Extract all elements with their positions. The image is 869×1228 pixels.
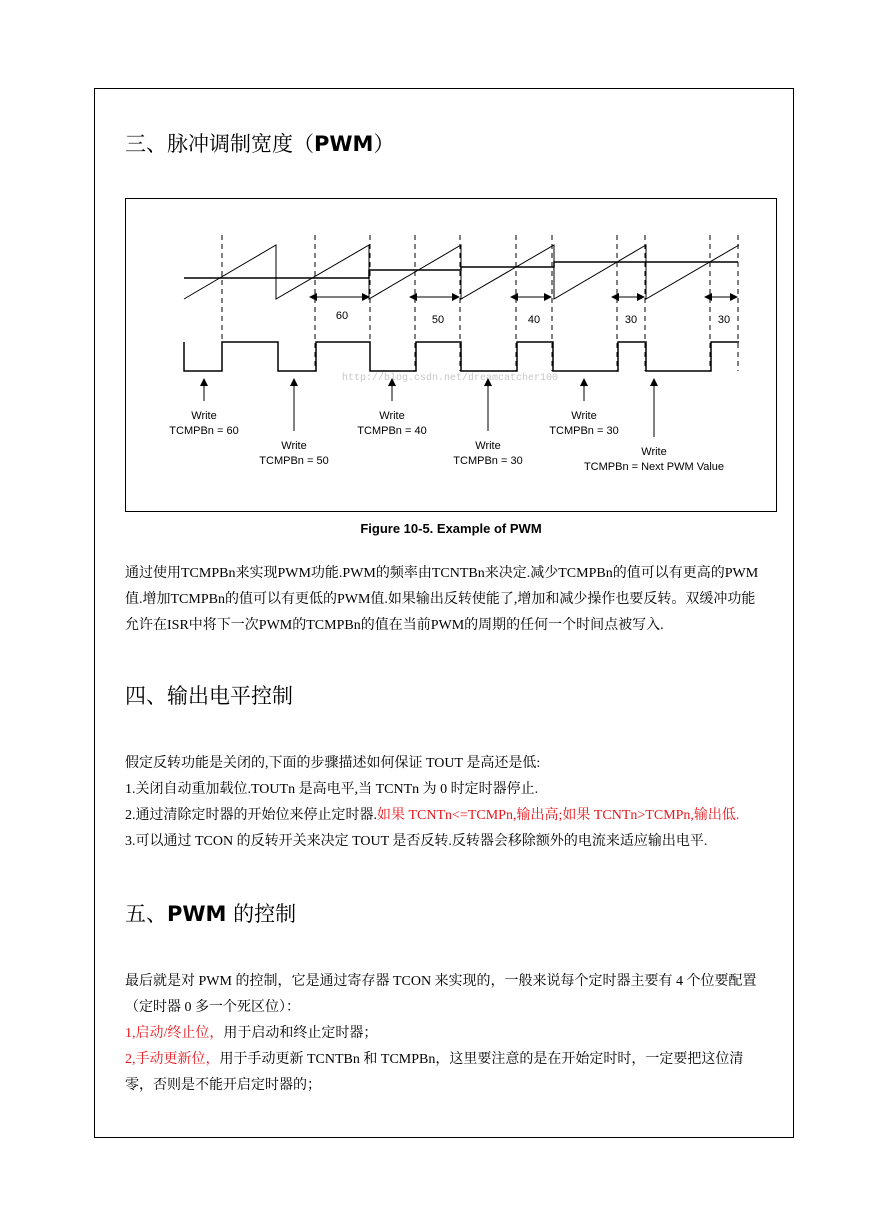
interval-label-30a: 30	[624, 314, 638, 326]
interval-label-60: 60	[335, 310, 349, 322]
write-label-6-line2: TCMPBn = Next PWM Value	[583, 461, 725, 473]
pwm-figure	[125, 198, 777, 512]
interval-label-50: 50	[431, 314, 445, 326]
figure-caption: Figure 10-5. Example of PWM	[360, 521, 542, 536]
watermark: http://blog.csdn.net/dreamcatcher100	[342, 373, 559, 384]
section5-heading: 五、PWM 的控制	[125, 902, 297, 926]
interval-label-40: 40	[527, 314, 541, 326]
section4-step1: 1.关闭自动重加载位.TOUTn 是高电平,当 TCNTn 为 0 时定时器停止.	[125, 782, 539, 797]
interval-label-30b: 30	[717, 314, 731, 326]
section5-item2: 2,手动更新位，用于手动更新 TCNTBn 和 TCMPBn，这里要注意的是在开始定时时，一定要把这位清零，否则是不能开启定时器的；	[125, 1052, 744, 1093]
section4-step3: 3.可以通过 TCON 的反转开关来决定 TOUT 是否反转.反转器会移除额外的电流来适应输出电平.	[125, 834, 708, 849]
pwm-timing-diagram	[126, 199, 776, 511]
write-label-3-line2: TCMPBn = 40	[357, 425, 427, 437]
section3-heading: 三、脉冲调制宽度（PWM）	[125, 132, 395, 156]
write-label-4-line1: Write	[475, 440, 501, 452]
write-label-3-line1: Write	[379, 410, 405, 422]
section5-body	[125, 969, 765, 1099]
section4-intro: 假定反转功能是关闭的,下面的步骤描述如何保证 TOUT 是高还是低:	[125, 756, 541, 771]
section4-heading: 四、输出电平控制	[125, 684, 293, 708]
write-label-1-line2: TCMPBn = 60	[169, 425, 239, 437]
section5-intro: 最后就是对 PWM 的控制，它是通过寄存器 TCON 来实现的，一般来说每个定时器主要有 4 个位要配置（定时器 0 多一个死区位）：	[125, 974, 757, 1015]
write-label-1-line1: Write	[191, 410, 217, 422]
section3-body: 通过使用TCMPBn来实现PWM功能.PWM的频率由TCNTBn来决定.减少TCMPBn的值可以有更高的PWM值.增加TCMPBn的值可以有更低的PWM值.如果输出反转使能了,增加和减少操作也要反转。双缓冲功能允许在ISR中将下一次PWM的TCMPBn的值在当前PWM的周期的任何一个时间点被写入.	[125, 566, 759, 633]
write-label-2-line1: Write	[281, 440, 307, 452]
sawtooth-counter	[184, 245, 739, 299]
section5-item1: 1,启动/终止位，用于启动和终止定时器；	[125, 1026, 378, 1041]
section4-step2: 2.通过清除定时器的开始位来停止定时器.如果 TCNTn<=TCMPn,输出高;如果 TCNTn>TCMPn,输出低.	[125, 808, 740, 823]
period-dividers	[222, 235, 738, 371]
write-label-2-line2: TCMPBn = 50	[259, 455, 329, 467]
write-label-5-line2: TCMPBn = 30	[549, 425, 619, 437]
section4-body	[125, 751, 765, 855]
pwm-output-wave	[184, 342, 739, 371]
write-label-6-line1: Write	[641, 446, 667, 458]
write-label-5-line1: Write	[571, 410, 597, 422]
write-label-4-line2: TCMPBn = 30	[453, 455, 523, 467]
